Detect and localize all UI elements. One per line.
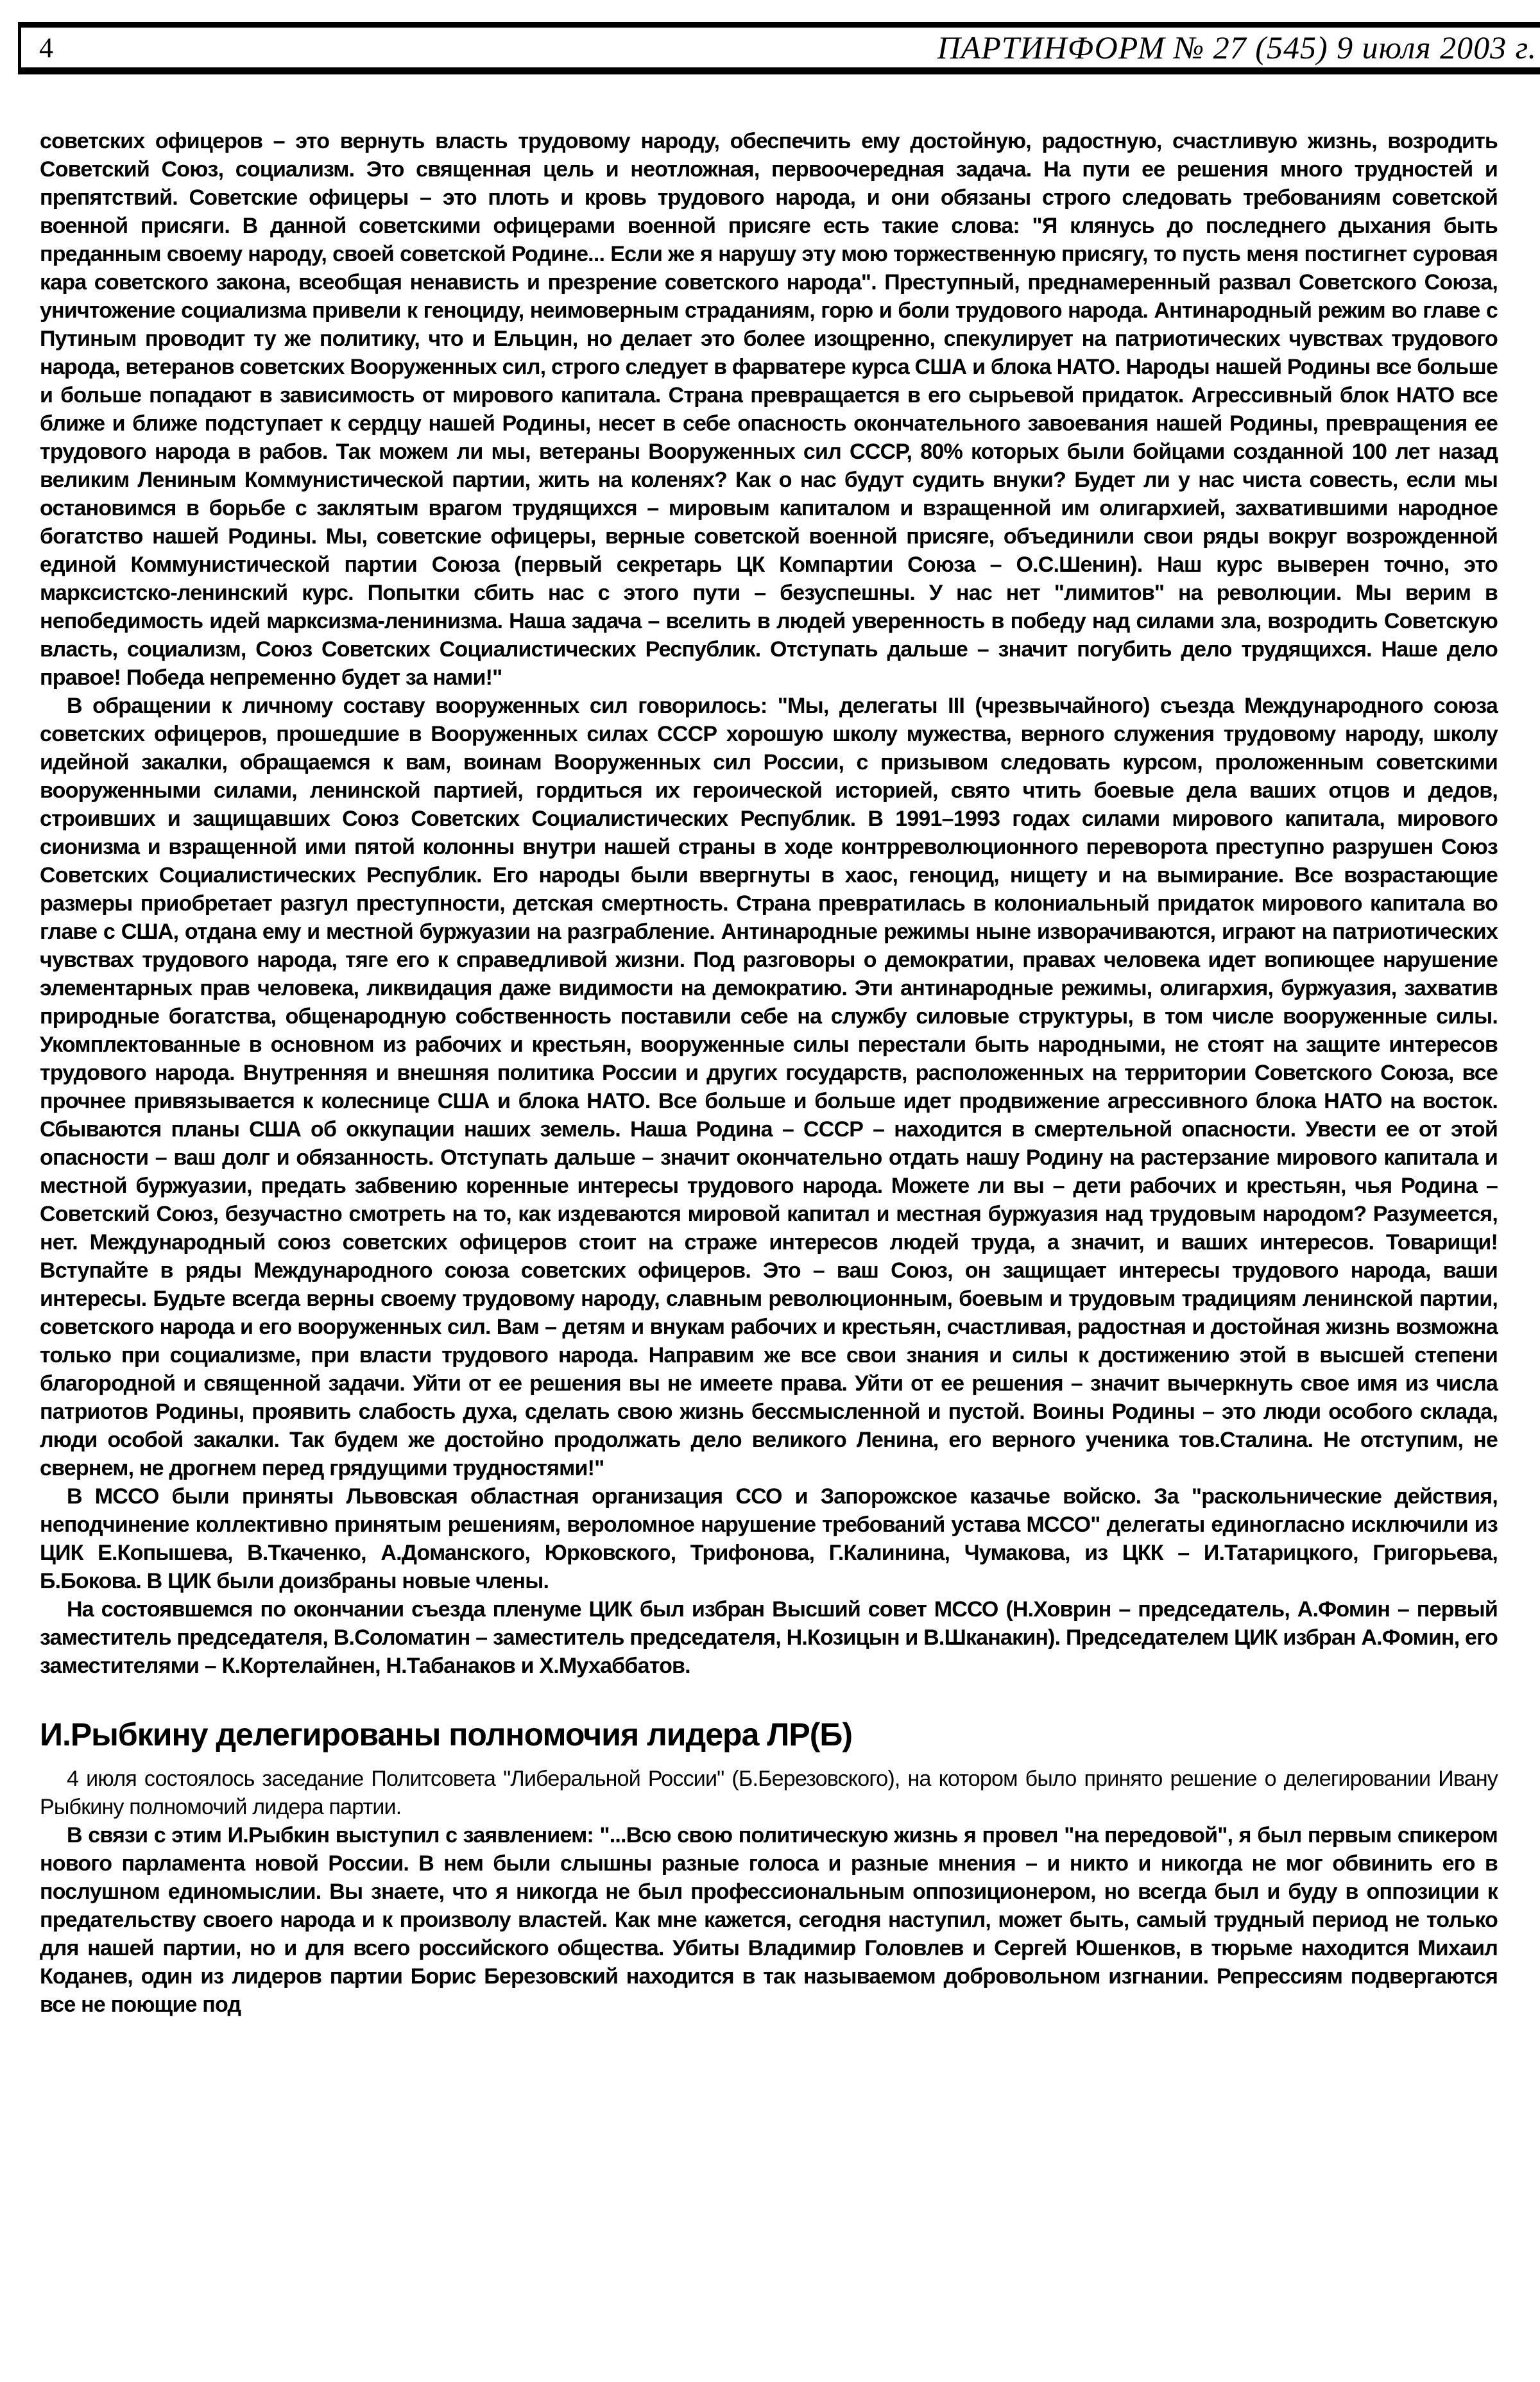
body-paragraph: На состоявшемся по окончании съезда пленуме ЦИК был избран Высший совет МССО (Н.Ховрин – председатель, А.Фомин – первый заместитель председателя, В.Соломатин – заместитель председателя, Н.Козицын и В.Шканакин). Председателем ЦИК избран А.Фомин, его заместителями – К.Кортелайнен, Н.Табанаков и Х.Мухаббатов. (40, 1597, 1498, 1678)
article-body-paragraph: В связи с этим И.Рыбкин выступил с заявлением: "...Всю свою политическую жизнь я провел "на передовой", я был первым спикером нового парламента новой России. В нем были слышны разные голоса и разные мнения – и никто и никогда не мог обвинить его в послушном единомыслии. Вы знаете, что я никогда не был профессиональным оппозиционером, но всегда был и буду в оппозиции к предательству своего народа и к произволу властей. Как мне кажется, сегодня наступил, может быть, самый трудный период не только для нашей партии, но и для всего российского общества. Убиты Владимир Головлев и Сергей Юшенков, в тюрьме находится Михаил Коданев, один из лидеров партии Борис Березовский находится в так называемом добровольном изгнании. Репрессиям подвергаются все не поющие под (40, 1823, 1498, 2017)
page-header (18, 22, 1540, 74)
page-number: 4 (39, 31, 53, 64)
article-heading: И.Рыбкину делегированы полномочия лидера ЛР(Б) (40, 1717, 852, 1752)
page-body (40, 127, 1498, 2019)
body-paragraph: В обращении к личному составу вооруженных сил говорилось: "Мы, делегаты III (чрезвычайного) съезда Международного союза советских офицеров, прошедшие в Вооруженных силах СССР хорошую школу мужества, верного служения трудовому народу, школу идейной закалки, обращаемся к вам, воинам Вооруженных сил России, с призывом следовать курсом, проложенным советскими вооруженными силами, ленинской партией, гордиться их героической историей, свято чтить боевые дела ваших отцов и дедов, строивших и защищавших Союз Советских Социалистических Республик. В 1991–1993 годах силами мирового капитала, мирового сионизма и взращенной ими пятой колонны внутри нашей страны в ходе контрреволюционного переворота преступно разрушен Союз Советских Социалистических Республик. Его народы были ввергнуты в хаос, геноцид, нищету и на вымирание. Все возрастающие размеры приобретает разгул преступности, детская смертность. Страна превратилась в колониальный придаток мирового капитала во главе с США, отдана ему и местной буржуазии на разграбление. Антинародные режимы ныне изворачиваются, играют на патриотических чувствах трудового народа, тяге его к справедливой жизни. Под разговоры о демократии, правах человека идет вопиющее нарушение элементарных прав человека, ликвидация даже видимости на демократию. Эти антинародные режимы, олигархия, буржуазия, захватив природные богатства, общенародную собственность поставили себе на службу силовые структуры, в том числе вооруженные силы. Укомплектованные в основном из рабочих и крестьян, вооруженные силы перестали быть народными, не стоят на защите интересов трудового народа. Внутренняя и внешняя политика России и других государств, расположенных на территории Советского Союза, все прочнее привязывается к колеснице США и блока НАТО. Все больше и больше идет продвижение агрессивного блока НАТО на восток. Сбываются планы США об оккупации наших земель. Наша Родина – СССР – находится в смертельной опасности. Увести ее от этой опасности – ваш долг и обязанность. Отступать дальше – значит окончательно отдать нашу Родину на растерзание мирового капитала и местной буржуазии, предать забвению коренные интересы трудового народа. Можете ли вы – дети рабочих и крестьян, чья Родина – Советский Союз, безучастно смотреть на то, как издеваются мировой капитал и местная буржуазия над трудовым народом? Разумеется, нет. Международный союз советских офицеров стоит на страже интересов людей труда, а значит, и ваших интересов. Товарищи! Вступайте в ряды Международного союза советских офицеров. Это – ваш Союз, он защищает интересы трудового народа, ваши интересы. Будьте всегда верны своему трудовому народу, славным революционным, боевым и трудовым традициям ленинской партии, советского народа и его вооруженных сил. Вам – детям и внукам рабочих и крестьян, счастливая, радостная и достойная жизнь возможна только при социализме, при власти трудового народа. Направим же все свои знания и силы к достижению этой в высшей степени благородной и священной задачи. Уйти от ее решения вы не имеете права. Уйти от ее решения – значит вычеркнуть свое имя из числа патриотов Родины, проявить слабость духа, сделать свою жизнь бессмысленной и пустой. Воины Родины – это люди особого склада, люди особой закалки. Так будем же достойно продолжать дело великого Ленина, его верного ученика тов.Сталина. Не отступим, не свернем, не дрогнем перед грядущими трудностями!" (40, 694, 1498, 1480)
newsletter-title: ПАРТИНФОРМ № 27 (545) 9 июля 2003 г. (937, 30, 1537, 65)
body-paragraph: В МССО были приняты Львовская областная организация ССО и Запорожское казачье войско. За "раскольнические действия, неподчинение коллективно принятым решениям, вероломное нарушение требований устава МССО" делегаты единогласно исключили из ЦИК Е.Копышева, В.Ткаченко, А.Доманского, Юрковского, Трифонова, Г.Калинина, Чумакова, из ЦКК – И.Татарицкого, Григорьева, Б.Бокова. В ЦИК были доизбраны новые члены. (40, 1484, 1498, 1593)
article-lead-paragraph: 4 июля состоялось заседание Политсовета "Либеральной России" (Б.Березовского), на котором было принято решение о делегировании Ивану Рыбкину полномочий лидера партии. (40, 1767, 1498, 1819)
body-paragraph: советских офицеров – это вернуть власть трудовому народу, обеспечить ему достойную, радостную, счастливую жизнь, возродить Советский Союз, социализм. Это священная цель и неотложная, первоочередная задача. На пути ее решения много трудностей и препятствий. Советские офицеры – это плоть и кровь трудового народа, и они обязаны строго следовать требованиям советской военной присяги. В данной советскими офицерами военной присяге есть такие слова: "Я клянусь до последнего дыхания быть преданным своему народу, своей советской Родине... Если же я нарушу эту мою торжественную присягу, то пусть меня постигнет суровая кара советского закона, всеобщая ненависть и презрение советского народа". Преступный, преднамеренный развал Советского Союза, уничтожение социализма привели к геноциду, неимоверным страданиям, горю и боли трудового народа. Антинародный режим во главе с Путиным проводит ту же политику, что и Ельцин, но делает это более изощренно, спекулирует на патриотических чувствах трудового народа, ветеранов советских Вооруженных сил, строго следует в фарватере курса США и блока НАТО. Народы нашей Родины все больше и больше попадают в зависимость от мирового капитала. Страна превращается в его сырьевой придаток. Агрессивный блок НАТО все ближе и ближе подступает к сердцу нашей Родины, несет в себе опасность окончательного завоевания нашей Родины, превращения ее трудового народа в рабов. Так можем ли мы, ветераны Вооруженных сил СССР, 80% которых были бойцами созданной 100 лет назад великим Лениным Коммунистической партии, жить на коленях? Как о нас будут судить внуки? Будет ли у нас чиста совесть, если мы остановимся в борьбе с заклятым врагом трудящихся – мировым капиталом и взращенной им олигархией, захватившими народное богатство нашей Родины. Мы, советские офицеры, верные советской военной присяге, объединили свои ряды вокруг возрожденной единой Коммунистической партии Союза (первый секретарь ЦК Компартии Союза – О.С.Шенин). Наш курс выверен точно, это марксистско-ленинский курс. Попытки сбить нас с этого пути – безуспешны. У нас нет "лимитов" на революции. Мы верим в непобедимость идей марксизма-ленинизма. Наша задача – вселить в людей уверенность в победу над силами зла, возродить Советскую власть, социализм, Союз Советских Социалистических Республик. Отступать дальше – значит погубить дело трудящихся. Наше дело правое! Победа непременно будет за нами!" (40, 129, 1498, 690)
